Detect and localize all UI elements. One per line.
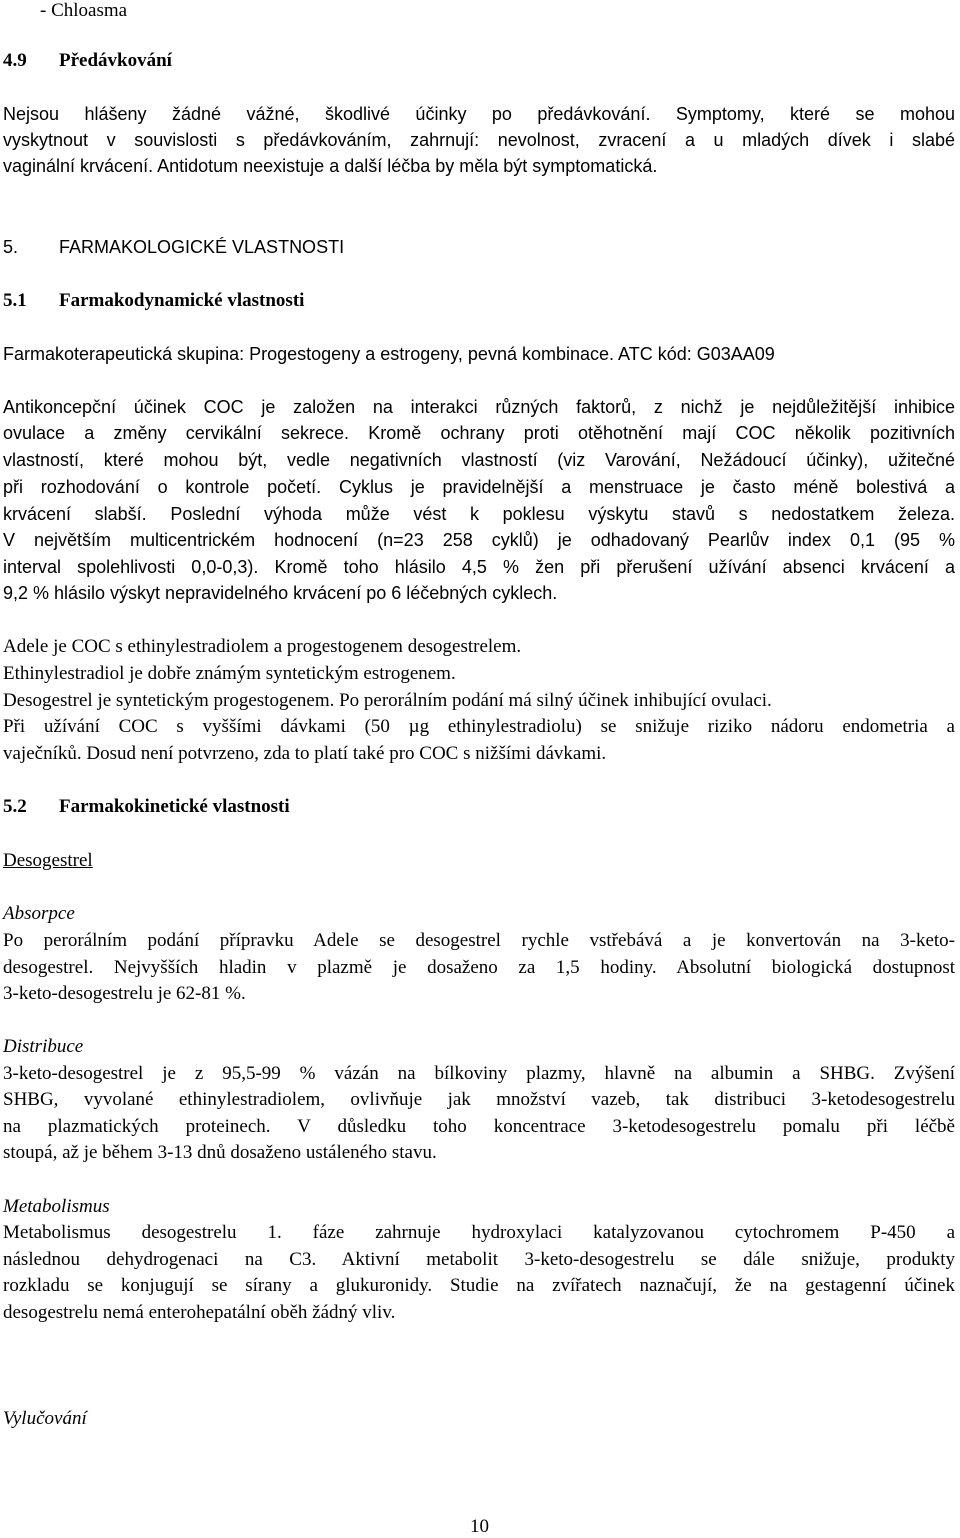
paragraph-line: rozkladu se konjugují se sírany a glukuronidy. Studie na zvířatech naznačují, že na gestagenní účinek	[3, 1275, 955, 1296]
heading-number: 5.1	[3, 290, 27, 311]
paragraph-line: Adele je COC s ethinylestradiolem a progestogenem desogestrelem.	[3, 636, 522, 657]
paragraph-line: Antikoncepční účinek COC je založen na interakci různých faktorů, z nichž je nejdůležitější inhibice	[3, 397, 955, 417]
heading-5-2	[3, 796, 290, 818]
subheading-desogestrel: Desogestrel	[3, 850, 93, 871]
paragraph-line: krvácení slabší. Poslední výhoda může vést k poklesu výskytu stavů s nedostatkem železa.	[3, 504, 955, 524]
paragraph-line: stoupá, až je během 3-13 dnů dosaženo ustáleného stavu.	[3, 1142, 437, 1163]
page-number: 10	[470, 1516, 489, 1537]
subheading-distribuce: Distribuce	[3, 1036, 84, 1057]
paragraph-line: Při užívání COC s vyššími dávkami (50 µg ethinylestradiolu) se snižuje riziko nádoru endometria a	[3, 716, 955, 737]
heading-number: 5.2	[3, 796, 27, 817]
heading-5-1	[3, 290, 304, 312]
heading-title: FARMAKOLOGICKÉ VLASTNOSTI	[59, 237, 345, 257]
paragraph-line: Po perorálním podání přípravku Adele se desogestrel rychle vstřebává a je konvertován na 3-keto-	[3, 930, 955, 951]
paragraph-line: Ethinylestradiol je dobře známým syntetickým estrogenem.	[3, 663, 456, 684]
heading-number: 4.9	[3, 50, 27, 71]
atc-line: Farmakoterapeutická skupina: Progestogeny a estrogeny, pevná kombinace. ATC kód: G03AA09	[3, 344, 775, 364]
paragraph-line: interval spolehlivosti 0,0-0,3). Kromě toho hlásilo 4,5 % žen při přerušení užívání absenci krvácení a	[3, 557, 955, 577]
heading-4-9	[3, 50, 172, 72]
paragraph-line: 9,2 % hlásilo výskyt nepravidelného krvácení po 6 léčebných cyklech.	[3, 583, 558, 603]
paragraph-line: Nejsou hlášeny žádné vážné, škodlivé účinky po předávkování. Symptomy, které se mohou	[3, 104, 955, 124]
paragraph-line: desogestrel. Nejvyšších hladin v plazmě je dosaženo za 1,5 hodiny. Absolutní biologická dostupnost	[3, 957, 955, 978]
subheading-metabolismus: Metabolismus	[3, 1196, 110, 1217]
subheading-vylucovani: Vylučování	[3, 1408, 87, 1429]
paragraph-line: SHBG, vyvolané ethinylestradiolem, ovlivňuje jak množství vazeb, tak distribuci 3-ketodesogestrelu	[3, 1089, 955, 1110]
bullet-chloasma: - Chloasma	[40, 0, 128, 21]
paragraph-line: vyskytnout v souvislosti s předávkováním, zahrnují: nevolnost, zvracení a u mladých dívek i slabé	[3, 130, 955, 150]
paragraph-line: Desogestrel je syntetickým progestogenem. Po perorálním podání má silný účinek inhibující ovulaci.	[3, 690, 772, 711]
paragraph-line: vaginální krvácení. Antidotum neexistuje a další léčba by měla být symptomatická.	[3, 156, 658, 176]
paragraph-line: V největším multicentrickém hodnocení (n=23 258 cyklů) je odhadovaný Pearlův index 0,1 (95 %	[3, 530, 955, 550]
paragraph-line: vaječníků. Dosud není potvrzeno, zda to platí také pro COC s nižšími dávkami.	[3, 743, 607, 764]
paragraph-line: na plazmatických proteinech. V důsledku toho koncentrace 3-ketodesogestrelu pomalu při léčbě	[3, 1116, 955, 1137]
paragraph-line: desogestrelu nemá enterohepatální oběh žádný vliv.	[3, 1302, 396, 1323]
paragraph-line: 3-keto-desogestrelu je 62-81 %.	[3, 983, 246, 1004]
heading-title: Farmakokinetické vlastnosti	[59, 796, 290, 817]
paragraph-line: při rozhodování o kontrole početí. Cyklus je pravidelnější a menstruace je často méně bolestivá a	[3, 477, 955, 497]
heading-title: Farmakodynamické vlastnosti	[59, 290, 305, 311]
paragraph-line: ovulace a změny cervikální sekrece. Kromě ochrany proti otěhotnění mají COC několik pozitivních	[3, 423, 955, 443]
paragraph-line: Metabolismus desogestrelu 1. fáze zahrnuje hydroxylaci katalyzovanou cytochromem P-450 a	[3, 1222, 955, 1243]
subheading-absorpce: Absorpce	[3, 903, 75, 924]
paragraph-line: vlastností, které mohou být, vedle negativních vlastností (viz Varování, Nežádoucí účinky), užitečné	[3, 450, 955, 470]
heading-number: 5.	[3, 237, 19, 257]
heading-title: Předávkování	[59, 50, 172, 71]
heading-5	[3, 237, 344, 258]
paragraph-line: následnou dehydrogenaci na C3. Aktivní metabolit 3-keto-desogestrelu se dále snižuje, produkty	[3, 1249, 955, 1270]
paragraph-line: 3-keto-desogestrel je z 95,5-99 % vázán na bílkoviny plazmy, hlavně na albumin a SHBG. Zvýšení	[3, 1063, 955, 1084]
